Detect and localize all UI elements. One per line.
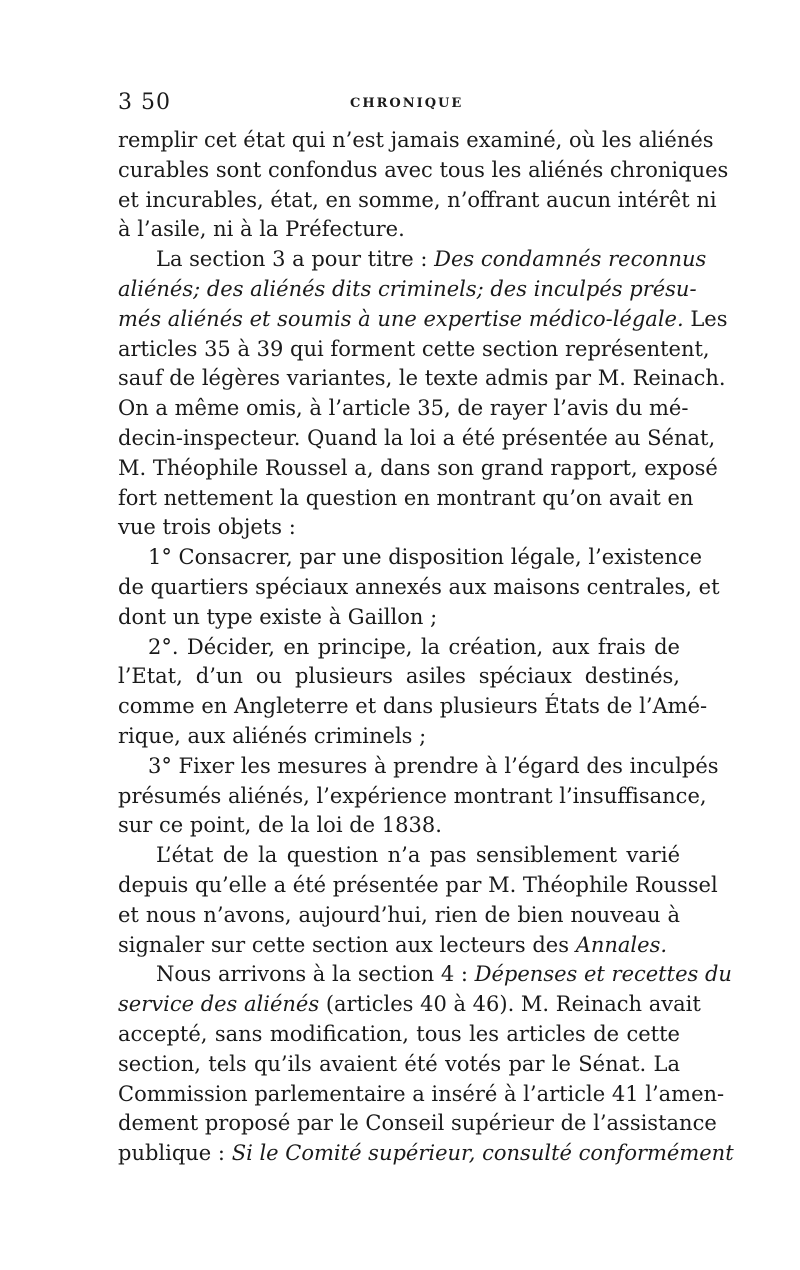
text-line <box>118 1139 734 1169</box>
text-line: L’état de la question n’a pas sensiblement varié <box>156 843 680 868</box>
text-line <box>118 990 701 1020</box>
text-line: On a même omis, à l’article 35, de rayer l’avis du mé- <box>118 396 689 421</box>
text-line: et incurables, état, en somme, n’offrant aucun intérêt ni <box>118 187 717 212</box>
text-line <box>118 305 728 335</box>
text-line: 3° Fixer les mesures à prendre à l’égard des inculpés <box>148 753 719 778</box>
italic-segment: aliénés; des aliénés dits criminels; des inculpés présu- <box>118 276 697 301</box>
text-segment: signaler sur cette section aux lecteurs des <box>118 932 569 957</box>
text-line: l’Etat, d’un ou plusieurs asiles spéciaux destinés, <box>118 664 680 689</box>
text-line <box>118 275 697 305</box>
text-line: dement proposé par le Conseil supérieur de l’assistance <box>118 1111 717 1136</box>
text-line: fort nettement la question en montrant qu’on avait en <box>118 485 694 510</box>
italic-segment: Si le Comité supérieur, consulté conformément <box>231 1141 734 1166</box>
text-line: sur ce point, de la loi de 1838. <box>118 813 442 838</box>
text-segment: La section 3 a pour titre : <box>156 247 428 272</box>
italic-segment: més aliénés et soumis à une expertise médico-légale. <box>118 306 684 331</box>
text-line <box>118 960 732 990</box>
italic-segment: Annales. <box>575 932 668 957</box>
text-line: et nous n’avons, aujourd’hui, rien de bien nouveau à <box>118 902 680 927</box>
body-text <box>118 126 734 1169</box>
text-line: Commission parlementaire a inséré à l’article 41 l’amen- <box>118 1081 725 1106</box>
text-line <box>118 245 707 275</box>
text-line: remplir cet état qui n’est jamais examiné, où les aliénés <box>118 128 714 152</box>
text-line: M. Théophile Roussel a, dans son grand rapport, exposé <box>118 455 718 480</box>
text-line <box>118 931 680 961</box>
text-line: curables sont confondus avec tous les aliénés chroniques <box>118 157 729 182</box>
text-line: de quartiers spéciaux annexés aux maisons centrales, et <box>118 574 720 599</box>
text-line: accepté, sans modification, tous les articles de cette <box>118 1021 680 1046</box>
text-line: decin-inspecteur. Quand la loi a été présentée au Sénat, <box>118 425 716 450</box>
text-segment: publique : <box>118 1141 225 1166</box>
text-line: rique, aux aliénés criminels ; <box>118 723 427 748</box>
italic-segment: Dépenses et recettes du <box>474 962 732 987</box>
text-line: articles 35 à 39 qui forment cette section représentent, <box>118 336 710 361</box>
text-segment: Les <box>690 306 728 331</box>
text-line: comme en Angleterre et dans plusieurs États de l’Amé- <box>118 694 708 719</box>
running-title: CHRONIQUE <box>350 96 464 111</box>
text-line: 2°. Décider, en principe, la création, aux frais de <box>148 634 680 659</box>
text-line: 1° Consacrer, par une disposition légale, l’existence <box>148 545 703 570</box>
italic-segment: Des condamnés reconnus <box>434 247 707 272</box>
text-line: présumés aliénés, l’expérience montrant l’insuffisance, <box>118 783 707 808</box>
text-segment: (articles 40 à 46). M. Reinach avait <box>325 992 701 1017</box>
running-head <box>118 90 680 120</box>
italic-segment: service des aliénés <box>118 992 320 1017</box>
text-line: sauf de légères variantes, le texte admis par M. Reinach. <box>118 366 726 391</box>
text-line: depuis qu’elle a été présentée par M. Théophile Roussel <box>118 872 718 897</box>
page-number: 3 50 <box>118 90 171 115</box>
text-line: vue trois objets : <box>118 515 296 540</box>
text-line: à l’asile, ni à la Préfecture. <box>118 217 405 242</box>
text-line: section, tels qu’ils avaient été votés par le Sénat. La <box>118 1051 680 1076</box>
text-segment: Nous arrivons à la section 4 : <box>156 962 468 987</box>
text-line: dont un type existe à Gaillon ; <box>118 604 438 629</box>
